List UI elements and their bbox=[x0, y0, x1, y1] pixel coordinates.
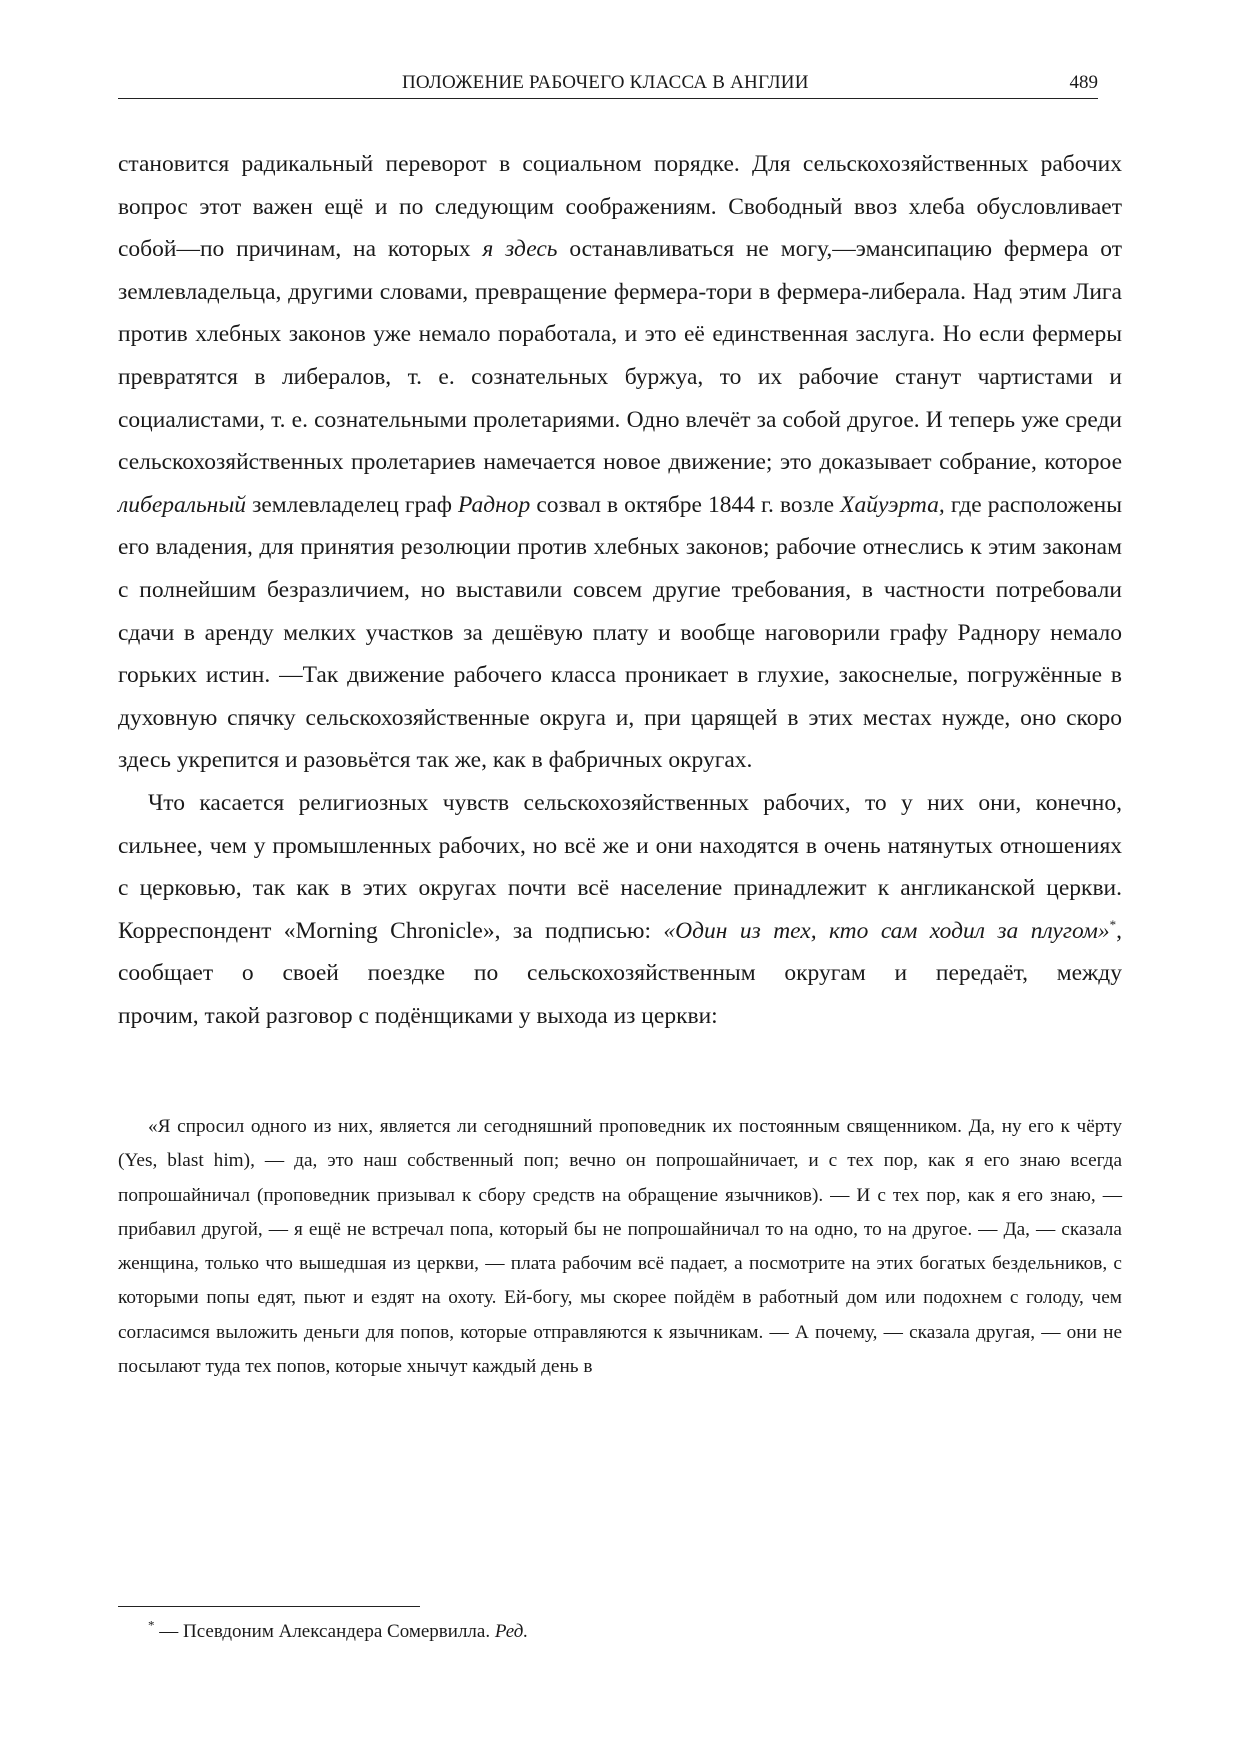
text-run: ся и разовьётся так же, как в фабричных округах. bbox=[257, 747, 753, 774]
text-run: , сообщает о своей поездке по сельскохозяйственным округам и передаёт, между bbox=[118, 917, 1122, 987]
text-run: Что касается религиозных чувств сельскохозяйственных рабочих, то у них они, конечно, сильнее, чем у промышленных рабочих, но всё же и они находятся в очень натянутых отношениях с церковью, так как в этих округах почти всё население принадлежит к англиканской церкви. Корреспондент «Morning Chronicle», за подписью: bbox=[118, 789, 1122, 944]
paragraph bbox=[118, 782, 1122, 1038]
body-text bbox=[118, 143, 1122, 1037]
text-run: созвал в октябре 1844 г. возле bbox=[530, 491, 841, 518]
emphasis: «Один из тех, кто сам ходил за плугом» bbox=[663, 917, 1110, 944]
block-quote bbox=[118, 1110, 1122, 1384]
text-run: прочим, такой разговор с подёнщиками у выхода из церкви: bbox=[118, 1002, 718, 1029]
text-run: землевладелец граф bbox=[246, 491, 459, 518]
text-run: становится радикальный переворот в социальном порядке. Для сельскохозяйственных рабочих вопрос этот важен ещё и по следующим соображениям. Свободный ввоз хлеба обусловливает собой—по причинам, на которых bbox=[118, 151, 1122, 263]
running-title: ПОЛОЖЕНИЕ РАБОЧЕГО КЛАССА В АНГЛИИ bbox=[402, 72, 809, 93]
paragraph bbox=[118, 143, 1122, 782]
footnote-text: — Псевдоним Александера Сомервилла. bbox=[154, 1621, 495, 1642]
running-header bbox=[118, 70, 1098, 99]
emphasis: Раднор bbox=[458, 491, 531, 518]
editor-note: Ред. bbox=[494, 1621, 529, 1642]
text-run: где расположены его владения, для принятия резолюции против хлебных законов; рабочие отнеслись к этим законам с полнейшим безразличием, но выставили совсем другие требования, в частности потребовали сдачи в аренду мелких участков за дешёвую плату и вообще наговорили графу Раднору немало горьких истин. —Так движение рабочего класса проникает в глухие, закоснелые, погружённые в духовную спячку сельскохозяйственные округа и, при царящей в этих местах нужде, оно скоро здесь укрепит bbox=[118, 491, 1122, 774]
text-run: останавливаться не могу,—эмансипацию фермера от землевладельца, другими словами, превращение фермера-тори в фермера-либерала. Над этим Лига против хлебных законов уже немало поработала, и это её единственная заслуга. Но если фермеры превратятся в либералов, т. е. сознательных буржуа, то их рабочие станут чартистами и социалистами, т. е. сознательными пролетариями. Одно влечёт за собой другое. И теперь уже среди сельскохозяйственных пролетариев намечается новое движение; это доказывает собрание, которое bbox=[118, 236, 1122, 476]
quote-text: «Я спросил одного из них, является ли сегодняшний проповедник их постоянным священником. Да, ну его к чёрту (Yes, blast him), — да, это наш собственный поп; вечно он попрошайничает, и с тех пор, как я его знаю всегда попрошайничал (проповедник призывал к сбору средств на обращение язычников). — И с тех пор, как я его знаю, — прибавил другой, — я ещё не встречал попа, который бы не попрошайничал то на одно, то на другое. — Да, — сказала женщина, только что вышедшая из церкви, — плата рабочим всё падает, а посмотрите на этих богатых бездельников, с которыми попы едят, пьют и ездят на охоту. Ей-богу, мы скорее пойдём в работный дом или подохнем с голоду, чем согласимся выложить деньги для попов, которые отправляются к язычникам. — А почему, — сказала другая, — они не посылают туда тех попов, которые хнычут каждый день в bbox=[118, 1116, 1122, 1378]
footnote bbox=[148, 1617, 528, 1647]
footnote-separator bbox=[118, 1606, 420, 1607]
emphasis: я здесь bbox=[482, 236, 558, 263]
footnote-mark: * bbox=[148, 1617, 155, 1633]
page-number: 489 bbox=[1069, 72, 1098, 93]
emphasis: либеральный bbox=[118, 491, 247, 518]
emphasis: Хайуэрта, bbox=[840, 491, 945, 518]
footnote-mark[interactable]: * bbox=[1109, 916, 1117, 932]
